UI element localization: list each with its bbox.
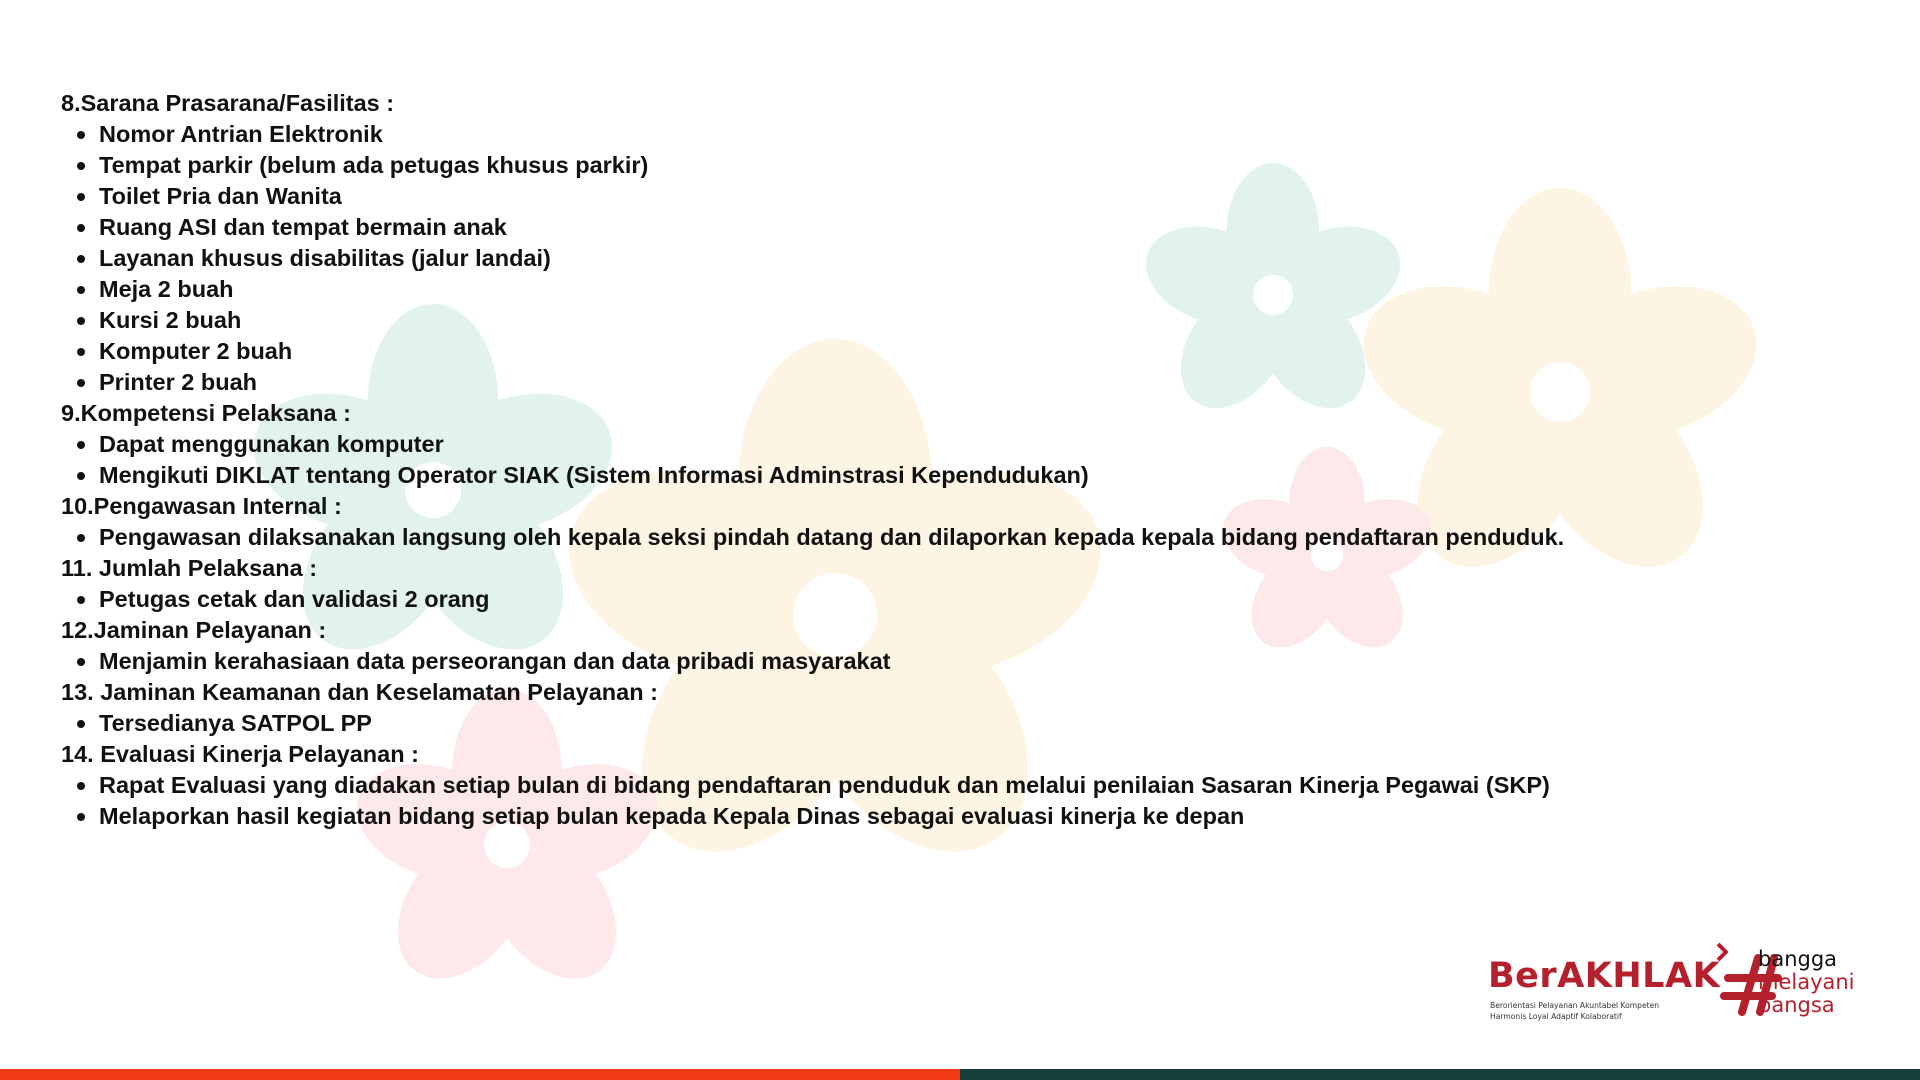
berakhlak-tagline-line-2: Harmonis Loyal Adaptif Kolaboratif <box>1490 1012 1622 1021</box>
list-item: Rapat Evaluasi yang diadakan setiap bulan di bidang pendaftaran penduduk dan melalui penilaian Sasaran Kinerja Pegawai (SKP) <box>99 770 1761 801</box>
list-item: Meja 2 buah <box>99 274 1761 305</box>
section-heading: 13. Jaminan Keamanan dan Keselamatan Pelayanan : <box>61 679 658 705</box>
bullet-list <box>61 646 1761 677</box>
list-item: Ruang ASI dan tempat bermain anak <box>99 212 1761 243</box>
list-item: Dapat menggunakan komputer <box>99 429 1761 460</box>
bullet-list <box>61 584 1761 615</box>
list-item: Mengikuti DIKLAT tentang Operator SIAK (Sistem Informasi Adminstrasi Kependudukan) <box>99 460 1761 491</box>
berakhlak-logo <box>1488 940 1878 1030</box>
berakhlak-tagline <box>1490 1000 1730 1022</box>
slogan-line-3: bangsa <box>1758 993 1835 1017</box>
list-item: Printer 2 buah <box>99 367 1761 398</box>
section-heading: 12.Jaminan Pelayanan : <box>61 617 327 643</box>
list-item: Komputer 2 buah <box>99 336 1761 367</box>
bullet-list <box>61 119 1761 398</box>
list-item: Tersedianya SATPOL PP <box>99 708 1761 739</box>
list-item: Pengawasan dilaksanakan langsung oleh kepala seksi pindah datang dan dilaporkan kepada kepala bidang pendaftaran penduduk. <box>99 522 1761 553</box>
section-heading: 8.Sarana Prasarana/Fasilitas : <box>61 90 395 116</box>
list-item: Tempat parkir (belum ada petugas khusus parkir) <box>99 150 1761 181</box>
bullet-list <box>61 429 1761 491</box>
list-item: Kursi 2 buah <box>99 305 1761 336</box>
list-item: Melaporkan hasil kegiatan bidang setiap bulan kepada Kepala Dinas sebagai evaluasi kinerja ke depan <box>99 801 1761 832</box>
section-heading: 10.Pengawasan Internal : <box>61 493 342 519</box>
footer-bar-orange <box>0 1069 960 1080</box>
slogan-line-1: bangga <box>1758 947 1838 971</box>
bullet-list <box>61 708 1761 739</box>
slogan <box>1758 948 1855 1017</box>
footer-bar-dark <box>960 1069 1920 1080</box>
section-heading: 14. Evaluasi Kinerja Pelayanan : <box>61 741 419 767</box>
list-item: Petugas cetak dan validasi 2 orang <box>99 584 1761 615</box>
bullet-list <box>61 522 1761 553</box>
berakhlak-tagline-line-1: Berorientasi Pelayanan Akuntabel Kompeten <box>1490 1001 1660 1010</box>
list-item: Nomor Antrian Elektronik <box>99 119 1761 150</box>
bullet-list <box>61 770 1761 832</box>
list-item: Menjamin kerahasiaan data perseorangan dan data pribadi masyarakat <box>99 646 1761 677</box>
document-body <box>61 88 1761 832</box>
section-heading: 9.Kompetensi Pelaksana : <box>61 400 351 426</box>
slogan-line-2: melayani <box>1758 970 1855 994</box>
berakhlak-wordmark: BerAKHLAK <box>1488 956 1721 996</box>
section-heading: 11. Jumlah Pelaksana : <box>61 555 318 581</box>
list-item: Layanan khusus disabilitas (jalur landai) <box>99 243 1761 274</box>
list-item: Toilet Pria dan Wanita <box>99 181 1761 212</box>
